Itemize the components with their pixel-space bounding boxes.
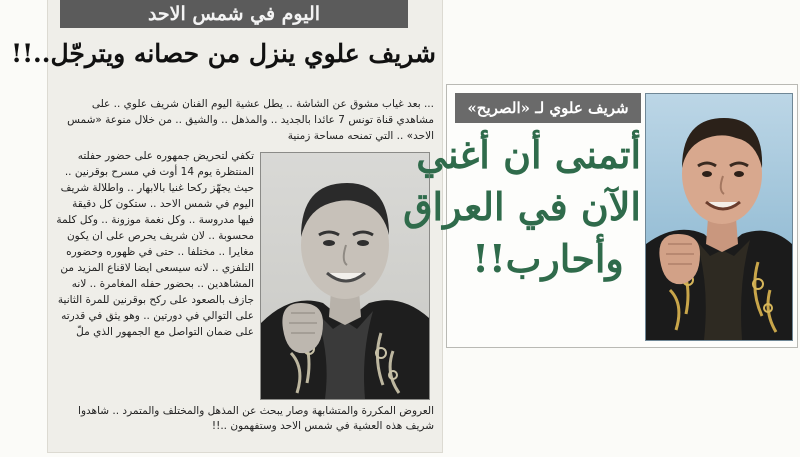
headline-line-2: الآن في العراق [403,184,641,229]
right-newspaper-clipping [403,84,798,348]
interview-kicker: شريف علوي لـ «الصريح» [455,93,641,123]
portrait-photo-icon [646,94,792,340]
section-kicker: اليوم في شمس الاحد [60,0,408,28]
headline-line-1: أتمنى أن أغني [416,132,641,177]
headline-line-3: وأحارب!! [472,236,624,281]
article-headline: شريف علوي ينزل من حصانه ويترجّل..!! [11,39,436,68]
article-lead-paragraph: ... بعد غياب مشوق عن الشاشة .. يطل عشية اليوم الفنان شريف علوي .. على مشاهدي قناة تونس 7 عائدا بالجديد .. والمذهل .. والشيق .. من خلال منوعة «شمس الاحد» .. التي تمنحه مساحة زمنية [67,98,434,142]
interview-headline [403,129,641,339]
singer-color-portrait-photo [645,93,793,341]
article-closing-paragraph: العروض المكررة والمتشابهة وصار يبحث عن المذهل والمختلف والمتمرد .. شاهدوا شريف هذه العشية في شمس الاحد وستفهمون ..!! [78,405,434,432]
left-newspaper-clipping [11,0,442,452]
article-body-column: تكفي لتحريض جمهوره على حضور حفلته المنتظرة يوم 14 أوت في مسرح بوقرنين .. حيث يجهّز ركحا غنيا بالابهار .. واطلالة شريف اليوم في شمس الاحد .. ستكون كل دقيقة فيها مدروسة .. وكل نغمة موزونة .. وكل كلمة محسوبة .. لان شريف يحرص على ان يكون مغايرا .. مختلفا .. حتى في ظهوره وحضوره التلفزي .. لانه سيسعى ايضا لاقناع المزيد من المشاهدين .. بحضور حفله المغامرة .. لانه جازف بالصعود على ركح بوقرنين للمرة الثانية على التوالي في دورتين .. وهو يثق في قدرته على ضمان التواصل مع الجمهور الذي ملّ [56,150,254,338]
